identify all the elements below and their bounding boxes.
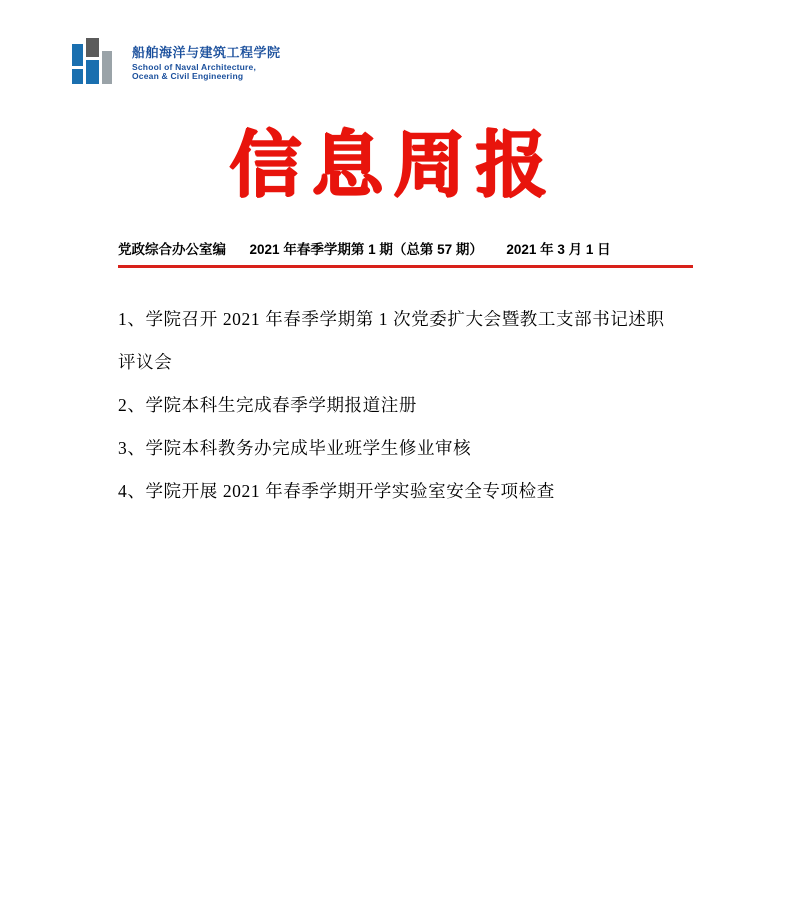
list-item-line-cont: 评议会 — [118, 352, 173, 372]
masthead — [0, 123, 787, 207]
institution-name-cn: 船舶海洋与建筑工程学院 — [132, 45, 281, 61]
issue-date: 2021 年 3 月 1 日 — [506, 242, 611, 257]
institution-name-en-line1: School of Naval Architecture, — [132, 61, 257, 72]
issue-info — [118, 238, 693, 268]
list-item-line: 1、学院召开 2021 年春季学期第 1 次党委扩大会暨教工支部书记述职 — [118, 309, 665, 329]
issue-publisher: 党政综合办公室编 — [118, 242, 226, 257]
letterhead — [70, 38, 281, 90]
list-item — [118, 427, 698, 470]
issue-edition: 2021 年春季学期第 1 期（总第 57 期） — [249, 242, 483, 257]
institution-name — [132, 46, 281, 82]
list-item-line: 4、学院开展 2021 年春季学期开学实验室安全专项检查 — [118, 481, 555, 501]
list-item — [118, 298, 698, 384]
list-item-line: 3、学院本科教务办完成毕业班学生修业审核 — [118, 438, 472, 458]
contents-list — [118, 298, 698, 513]
institution-name-en-line2: Ocean & Civil Engineering — [132, 71, 244, 82]
header-divider — [118, 265, 693, 268]
list-item — [118, 470, 698, 513]
list-item — [118, 384, 698, 427]
issue-line — [118, 238, 693, 258]
page-title: 信息周报 — [229, 123, 558, 207]
list-item-line: 2、学院本科生完成春季学期报道注册 — [118, 395, 417, 415]
institution-logo-icon — [70, 38, 122, 90]
